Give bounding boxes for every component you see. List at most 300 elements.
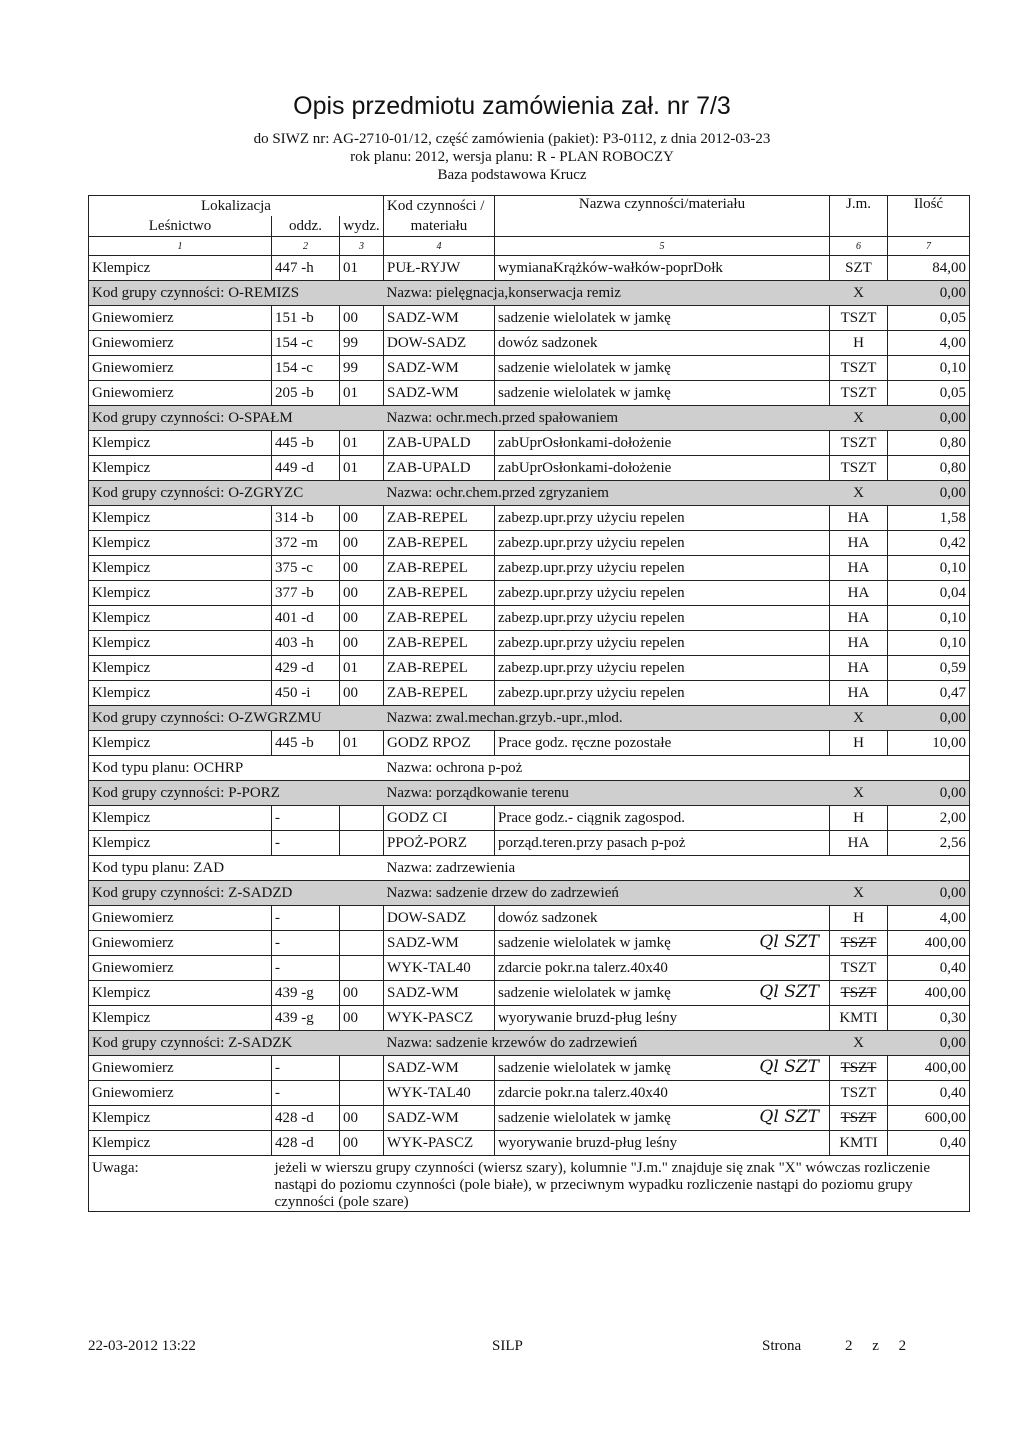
plan-year: rok planu: 2012, wersja planu: R - PLAN ROBOCZY	[350, 149, 674, 165]
code-cell: ZAB-UPALD	[384, 431, 495, 456]
group-quantity: 0,00	[888, 881, 970, 906]
name-text: sadzenie wielolatek w jamkę	[498, 1059, 671, 1076]
subdivision-cell: 00	[340, 681, 384, 706]
group-code: Kod grupy czynności: Z-SADZK	[89, 1031, 384, 1056]
table-row	[89, 1006, 970, 1031]
division-cell: -	[272, 1081, 340, 1106]
forestry-cell: Klempicz	[89, 981, 272, 1006]
subdivision-cell: 99	[340, 356, 384, 381]
table-row	[89, 1081, 970, 1106]
group-row	[89, 881, 970, 906]
table-row	[89, 731, 970, 756]
group-row	[89, 281, 970, 306]
unit-cell: H	[830, 906, 888, 931]
name-cell	[495, 606, 830, 631]
forestry-cell: Gniewomierz	[89, 381, 272, 406]
subdivision-cell: 01	[340, 731, 384, 756]
division-cell: 372 -m	[272, 531, 340, 556]
name-cell	[495, 1106, 830, 1131]
handwritten-annotation: Ql SZT	[759, 1107, 819, 1127]
col-unit: J.m.	[830, 196, 888, 237]
division-cell: 439 -g	[272, 981, 340, 1006]
quantity-cell: 0,40	[888, 956, 970, 981]
forestry-cell: Klempicz	[89, 806, 272, 831]
subdivision-cell	[340, 956, 384, 981]
name-cell	[495, 731, 830, 756]
division-cell: 429 -d	[272, 656, 340, 681]
division-cell: 449 -d	[272, 456, 340, 481]
group-quantity: 0,00	[888, 1031, 970, 1056]
name-text: zabezp.upr.przy użyciu repelen	[498, 584, 685, 601]
quantity-cell: 84,00	[888, 256, 970, 281]
col-num: 2	[272, 237, 340, 256]
name-cell	[495, 906, 830, 931]
forestry-cell: Klempicz	[89, 506, 272, 531]
subdivision-cell: 00	[340, 506, 384, 531]
quantity-cell: 0,42	[888, 531, 970, 556]
forestry-cell: Klempicz	[89, 531, 272, 556]
name-text: sadzenie wielolatek w jamkę	[498, 384, 671, 401]
quantity-cell: 2,56	[888, 831, 970, 856]
code-cell: SADZ-WM	[384, 931, 495, 956]
name-cell	[495, 356, 830, 381]
forestry-cell: Gniewomierz	[89, 906, 272, 931]
quantity-cell: 0,40	[888, 1081, 970, 1106]
plan-type-name: Nazwa: zadrzewienia	[384, 856, 970, 881]
table-row	[89, 581, 970, 606]
quantity-cell: 4,00	[888, 331, 970, 356]
division-cell: 154 -c	[272, 331, 340, 356]
code-cell: DOW-SADZ	[384, 906, 495, 931]
name-text: sadzenie wielolatek w jamkę	[498, 984, 671, 1001]
division-cell: 205 -b	[272, 381, 340, 406]
unit-cell: HA	[830, 656, 888, 681]
order-table	[88, 195, 970, 1212]
unit-cell: HA	[830, 831, 888, 856]
name-text: wyorywanie bruzd-pług leśny	[498, 1134, 678, 1151]
unit-cell: TSZT	[830, 1106, 888, 1131]
code-cell: WYK-TAL40	[384, 1081, 495, 1106]
subdivision-cell	[340, 931, 384, 956]
table-row	[89, 806, 970, 831]
code-cell: GODZ CI	[384, 806, 495, 831]
unit-cell: H	[830, 806, 888, 831]
subdivision-cell: 01	[340, 431, 384, 456]
name-text: sadzenie wielolatek w jamkę	[498, 309, 671, 326]
subdivision-cell: 00	[340, 306, 384, 331]
name-text: dowóz sadzonek	[498, 909, 598, 926]
name-text: zabezp.upr.przy użyciu repelen	[498, 559, 685, 576]
quantity-cell: 400,00	[888, 1056, 970, 1081]
code-cell: ZAB-REPEL	[384, 631, 495, 656]
table-row	[89, 456, 970, 481]
name-text: Prace godz.- ciągnik zagospod.	[498, 809, 686, 826]
group-unit: X	[830, 706, 888, 731]
name-cell	[495, 981, 830, 1006]
subdivision-cell: 01	[340, 381, 384, 406]
code-cell: SADZ-WM	[384, 381, 495, 406]
col-num: 1	[89, 237, 272, 256]
name-cell	[495, 631, 830, 656]
table-row	[89, 306, 970, 331]
unit-cell: HA	[830, 681, 888, 706]
subdivision-cell	[340, 1056, 384, 1081]
table-header-row	[89, 196, 970, 217]
table-row	[89, 381, 970, 406]
code-cell: SADZ-WM	[384, 356, 495, 381]
col-num: 4	[384, 237, 495, 256]
code-cell: ZAB-REPEL	[384, 581, 495, 606]
group-unit: X	[830, 481, 888, 506]
name-text: zdarcie pokr.na talerz.40x40	[498, 959, 668, 976]
forestry-cell: Klempicz	[89, 456, 272, 481]
group-name: Nazwa: ochr.mech.przed spałowaniem	[384, 406, 830, 431]
group-name: Nazwa: sadzenie drzew do zadrzewień	[384, 881, 830, 906]
table-row	[89, 981, 970, 1006]
name-cell	[495, 331, 830, 356]
quantity-cell: 0,10	[888, 631, 970, 656]
code-cell: WYK-PASCZ	[384, 1006, 495, 1031]
group-name: Nazwa: zwal.mechan.grzyb.-upr.,mlod.	[384, 706, 830, 731]
name-cell	[495, 956, 830, 981]
group-unit: X	[830, 881, 888, 906]
forestry-cell: Klempicz	[89, 1106, 272, 1131]
division-cell: 428 -d	[272, 1131, 340, 1156]
print-date: 22-03-2012 13:22	[88, 1338, 196, 1354]
name-text: zabezp.upr.przy użyciu repelen	[498, 684, 685, 701]
subdivision-cell	[340, 1081, 384, 1106]
group-code: Kod grupy czynności: O-REMIZS	[89, 281, 384, 306]
code-cell: SADZ-WM	[384, 306, 495, 331]
code-cell: DOW-SADZ	[384, 331, 495, 356]
handwritten-annotation: Ql SZT	[759, 932, 819, 952]
name-cell	[495, 556, 830, 581]
forestry-cell: Gniewomierz	[89, 1081, 272, 1106]
column-number-row	[89, 237, 970, 256]
name-cell	[495, 381, 830, 406]
name-cell	[495, 506, 830, 531]
name-cell	[495, 1056, 830, 1081]
col-forestry: Leśnictwo	[89, 216, 272, 237]
table-row	[89, 256, 970, 281]
name-cell	[495, 1081, 830, 1106]
table-row	[89, 631, 970, 656]
code-cell: ZAB-REPEL	[384, 681, 495, 706]
name-text: Prace godz. ręczne pozostałe	[498, 734, 672, 751]
code-cell: PPOŻ-PORZ	[384, 831, 495, 856]
name-text: sadzenie wielolatek w jamkę	[498, 1109, 671, 1126]
quantity-cell: 0,10	[888, 356, 970, 381]
subdivision-cell: 00	[340, 531, 384, 556]
table-row	[89, 1106, 970, 1131]
note-text: jeżeli w wierszu grupy czynności (wiersz szary), kolumnie "J.m." znajduje się znak "X" wówczas rozliczenie nastąpi do poziomu czynności (pole białe), w przeciwnym wypadku rozliczenie nastąpi do poziomu grupy czynności (pole szare)	[272, 1156, 970, 1212]
subdivision-cell: 00	[340, 1006, 384, 1031]
division-cell: 403 -h	[272, 631, 340, 656]
unit-cell: TSZT	[830, 306, 888, 331]
unit-cell: TSZT	[830, 356, 888, 381]
forestry-cell: Klempicz	[89, 681, 272, 706]
subdivision-cell: 99	[340, 331, 384, 356]
code-cell: ZAB-REPEL	[384, 556, 495, 581]
unit-cell: H	[830, 731, 888, 756]
subdivision-cell: 00	[340, 556, 384, 581]
unit-cell: TSZT	[830, 456, 888, 481]
page-label: Strona	[762, 1338, 802, 1354]
col-num: 3	[340, 237, 384, 256]
group-quantity: 0,00	[888, 281, 970, 306]
handwritten-annotation: Ql SZT	[759, 982, 819, 1002]
unit-cell: TSZT	[830, 1081, 888, 1106]
quantity-cell: 0,10	[888, 556, 970, 581]
group-name: Nazwa: porządkowanie terenu	[384, 781, 830, 806]
quantity-cell: 400,00	[888, 931, 970, 956]
table-row	[89, 681, 970, 706]
name-cell	[495, 456, 830, 481]
group-quantity: 0,00	[888, 406, 970, 431]
group-unit: X	[830, 1031, 888, 1056]
division-cell: 375 -c	[272, 556, 340, 581]
quantity-cell: 0,05	[888, 306, 970, 331]
forestry-cell: Klempicz	[89, 556, 272, 581]
table-row	[89, 931, 970, 956]
table-row	[89, 431, 970, 456]
table-row	[89, 356, 970, 381]
subdivision-cell: 01	[340, 456, 384, 481]
page-number: 2 z 2	[845, 1338, 915, 1354]
code-cell: SADZ-WM	[384, 981, 495, 1006]
code-cell: GODZ RPOZ	[384, 731, 495, 756]
unit-cell: TSZT	[830, 381, 888, 406]
division-cell: 314 -b	[272, 506, 340, 531]
table-row	[89, 506, 970, 531]
group-row	[89, 481, 970, 506]
unit-cell: HA	[830, 506, 888, 531]
group-name: Nazwa: ochr.chem.przed zgryzaniem	[384, 481, 830, 506]
name-text: zabUprOsłonkami-dołożenie	[498, 434, 672, 451]
unit-cell: TSZT	[830, 981, 888, 1006]
group-unit: X	[830, 406, 888, 431]
quantity-cell: 0,05	[888, 381, 970, 406]
code-cell: ZAB-REPEL	[384, 506, 495, 531]
unit-cell: TSZT	[830, 431, 888, 456]
group-quantity: 0,00	[888, 781, 970, 806]
group-row	[89, 406, 970, 431]
division-cell: -	[272, 1056, 340, 1081]
division-cell: 154 -c	[272, 356, 340, 381]
subdivision-cell: 00	[340, 606, 384, 631]
subdivision-cell: 00	[340, 1106, 384, 1131]
division-cell: 377 -b	[272, 581, 340, 606]
quantity-cell: 0,10	[888, 606, 970, 631]
col-division: oddz.	[272, 216, 340, 237]
name-cell	[495, 531, 830, 556]
forestry-cell: Gniewomierz	[89, 1056, 272, 1081]
subdivision-cell	[340, 906, 384, 931]
unit-cell: HA	[830, 581, 888, 606]
group-code: Kod grupy czynności: O-SPAŁM	[89, 406, 384, 431]
forestry-cell: Klempicz	[89, 256, 272, 281]
group-unit: X	[830, 781, 888, 806]
code-cell: ZAB-UPALD	[384, 456, 495, 481]
forestry-cell: Klempicz	[89, 1006, 272, 1031]
unit-cell: KMTI	[830, 1006, 888, 1031]
division-cell: -	[272, 806, 340, 831]
plan-type-code: Kod typu planu: OCHRP	[89, 756, 384, 781]
forestry-cell: Klempicz	[89, 631, 272, 656]
division-cell: -	[272, 831, 340, 856]
forestry-cell: Klempicz	[89, 1131, 272, 1156]
name-text: zabezp.upr.przy użyciu repelen	[498, 609, 685, 626]
division-cell: 445 -b	[272, 731, 340, 756]
division-cell: 445 -b	[272, 431, 340, 456]
forestry-cell: Klempicz	[89, 731, 272, 756]
group-code: Kod grupy czynności: O-ZWGRZMU	[89, 706, 384, 731]
table-row	[89, 831, 970, 856]
name-text: zabezp.upr.przy użyciu repelen	[498, 659, 685, 676]
col-code: Kod czynności /	[384, 196, 495, 217]
name-text: sadzenie wielolatek w jamkę	[498, 359, 671, 376]
table-row	[89, 606, 970, 631]
name-text: zabezp.upr.przy użyciu repelen	[498, 634, 685, 651]
table-row	[89, 906, 970, 931]
forestry-cell: Klempicz	[89, 581, 272, 606]
subdivision-cell	[340, 831, 384, 856]
group-code: Kod grupy czynności: P-PORZ	[89, 781, 384, 806]
division-cell: 439 -g	[272, 1006, 340, 1031]
code-cell: WYK-PASCZ	[384, 1131, 495, 1156]
subdivision-cell: 00	[340, 631, 384, 656]
quantity-cell: 4,00	[888, 906, 970, 931]
unit-cell: HA	[830, 631, 888, 656]
name-cell	[495, 431, 830, 456]
plan-type-name: Nazwa: ochrona p-poż	[384, 756, 970, 781]
group-name: Nazwa: pielęgnacja,konserwacja remiz	[384, 281, 830, 306]
code-cell: WYK-TAL40	[384, 956, 495, 981]
table-row	[89, 331, 970, 356]
division-cell: -	[272, 956, 340, 981]
unit-cell: HA	[830, 531, 888, 556]
name-text: zabezp.upr.przy użyciu repelen	[498, 534, 685, 551]
col-num: 5	[495, 237, 830, 256]
code-cell: SADZ-WM	[384, 1106, 495, 1131]
quantity-cell: 600,00	[888, 1106, 970, 1131]
col-material: materiału	[384, 216, 495, 237]
name-text: sadzenie wielolatek w jamkę	[498, 934, 671, 951]
quantity-cell: 1,58	[888, 506, 970, 531]
plan-type-row	[89, 856, 970, 881]
quantity-cell: 0,40	[888, 1131, 970, 1156]
unit-cell: HA	[830, 606, 888, 631]
col-location: Lokalizacja	[89, 196, 384, 217]
group-row	[89, 1031, 970, 1056]
division-cell: 401 -d	[272, 606, 340, 631]
forestry-cell: Gniewomierz	[89, 956, 272, 981]
group-unit: X	[830, 281, 888, 306]
table-row	[89, 1056, 970, 1081]
name-cell	[495, 806, 830, 831]
unit-cell: HA	[830, 556, 888, 581]
code-cell: ZAB-REPEL	[384, 656, 495, 681]
col-name: Nazwa czynności/materiału	[495, 196, 830, 237]
group-code: Kod grupy czynności: O-ZGRYZC	[89, 481, 384, 506]
unit-cell: TSZT	[830, 1056, 888, 1081]
table-row	[89, 531, 970, 556]
division-cell: -	[272, 931, 340, 956]
name-text: zdarcie pokr.na talerz.40x40	[498, 1084, 668, 1101]
name-cell	[495, 1006, 830, 1031]
quantity-cell: 0,04	[888, 581, 970, 606]
document-title: Opis przedmiotu zamówienia zał. nr 7/3	[293, 92, 731, 120]
group-quantity: 0,00	[888, 481, 970, 506]
quantity-cell: 0,80	[888, 431, 970, 456]
quantity-cell: 10,00	[888, 731, 970, 756]
subdivision-cell: 01	[340, 656, 384, 681]
unit-cell: TSZT	[830, 956, 888, 981]
forestry-cell: Klempicz	[89, 831, 272, 856]
name-cell	[495, 256, 830, 281]
note-label: Uwaga:	[89, 1156, 272, 1212]
group-row	[89, 781, 970, 806]
subdivision-cell: 00	[340, 1131, 384, 1156]
name-text: dowóz sadzonek	[498, 334, 598, 351]
subdivision-cell: 00	[340, 581, 384, 606]
table-row	[89, 956, 970, 981]
note-row	[89, 1156, 970, 1212]
code-cell: SADZ-WM	[384, 1056, 495, 1081]
division-cell: -	[272, 906, 340, 931]
unit-cell: TSZT	[830, 931, 888, 956]
name-cell	[495, 681, 830, 706]
unit-cell: SZT	[830, 256, 888, 281]
name-text: porząd.teren.przy pasach p-poż	[498, 834, 686, 851]
table-row	[89, 556, 970, 581]
quantity-cell: 0,47	[888, 681, 970, 706]
group-quantity: 0,00	[888, 706, 970, 731]
quantity-cell: 0,59	[888, 656, 970, 681]
name-cell	[495, 931, 830, 956]
col-subdivision: wydz.	[340, 216, 384, 237]
forestry-cell: Gniewomierz	[89, 931, 272, 956]
quantity-cell: 0,80	[888, 456, 970, 481]
order-reference: do SIWZ nr: AG-2710-01/12, część zamówienia (pakiet): P3-0112, z dnia 2012-03-23	[253, 131, 771, 147]
division-cell: 447 -h	[272, 256, 340, 281]
code-cell: ZAB-REPEL	[384, 606, 495, 631]
name-text: zabezp.upr.przy użyciu repelen	[498, 509, 685, 526]
subdivision-cell: 00	[340, 981, 384, 1006]
code-cell: ZAB-REPEL	[384, 531, 495, 556]
col-num: 6	[830, 237, 888, 256]
group-name: Nazwa: sadzenie krzewów do zadrzewień	[384, 1031, 830, 1056]
quantity-cell: 0,30	[888, 1006, 970, 1031]
table-row	[89, 656, 970, 681]
division-cell: 428 -d	[272, 1106, 340, 1131]
subdivision-cell	[340, 806, 384, 831]
name-cell	[495, 831, 830, 856]
handwritten-annotation: Ql SZT	[759, 1057, 819, 1077]
subdivision-cell: 01	[340, 256, 384, 281]
name-text: wymianaKrążków-wałków-poprDołk	[498, 259, 723, 276]
name-cell	[495, 1131, 830, 1156]
name-cell	[495, 581, 830, 606]
name-text: zabUprOsłonkami-dołożenie	[498, 459, 672, 476]
table-row	[89, 1131, 970, 1156]
forestry-cell: Gniewomierz	[89, 356, 272, 381]
forestry-cell: Gniewomierz	[89, 331, 272, 356]
name-cell	[495, 656, 830, 681]
name-cell	[495, 306, 830, 331]
unit-cell: KMTI	[830, 1131, 888, 1156]
quantity-cell: 2,00	[888, 806, 970, 831]
